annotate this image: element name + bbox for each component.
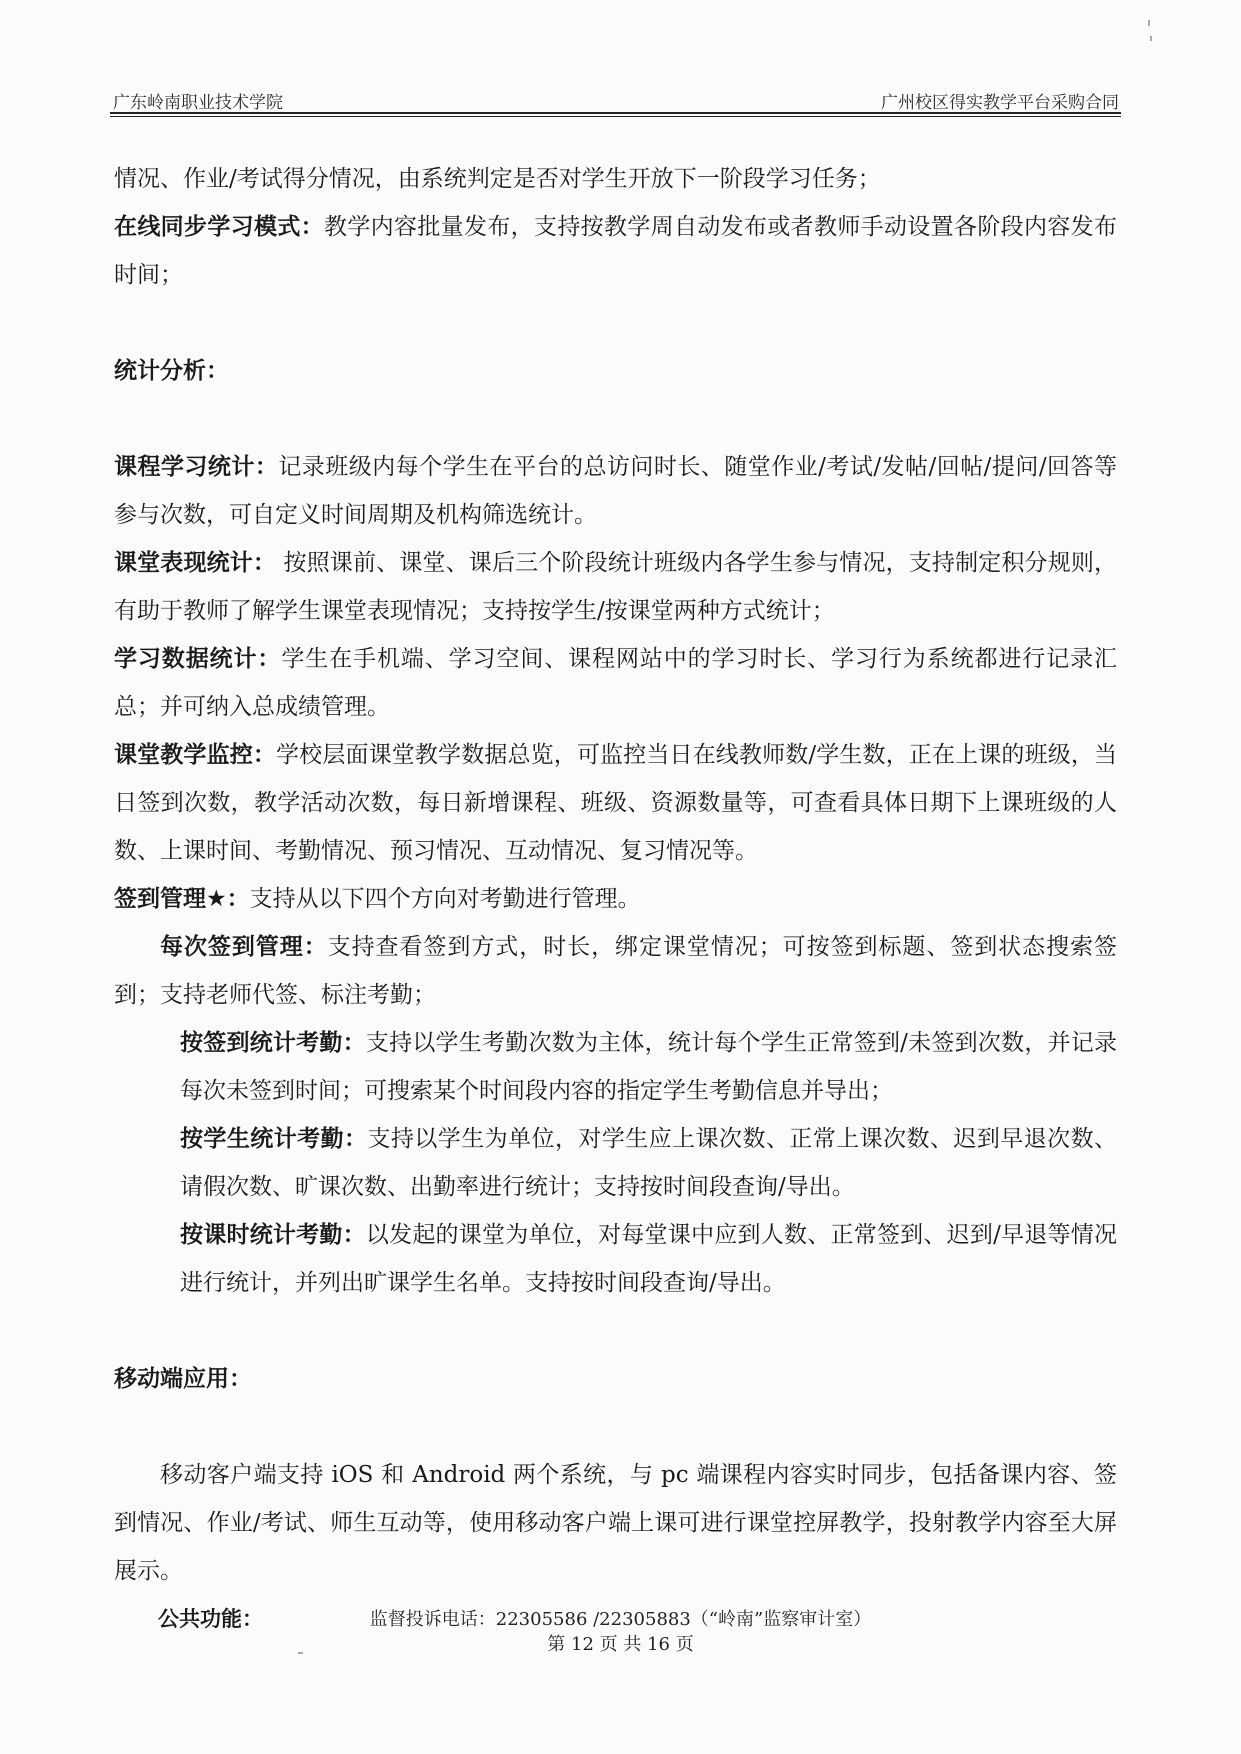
paragraph: 课堂表现统计： 按照课前、课堂、课后三个阶段统计班级内各学生参与情况，支持制定积分规则，有助于教师了解学生课堂表现情况；支持按学生/按课堂两种方式统计； — [114, 550, 1118, 624]
scan-speck — [298, 1652, 303, 1654]
header-left: 广东岭南职业技术学院 — [113, 93, 283, 113]
term-label: 按课时统计考勤： — [180, 1222, 366, 1248]
paragraph: 课堂教学监控：学校层面课堂教学数据总览，可监控当日在线教师数/学生数，正在上课的班级，当日签到次数，教学活动次数，每日新增课程、班级、资源数量等，可查看具体日期下上课班级的人数、上课时间、考勤情况、预习情况、互动情况、复习情况等。 — [114, 742, 1118, 864]
scan-speck — [1150, 36, 1152, 41]
header-rule — [110, 112, 1121, 114]
term-label: 课程学习统计： — [114, 454, 279, 480]
term-label: 每次签到管理： — [160, 934, 328, 960]
section-heading-stats: 统计分析： — [114, 358, 229, 384]
term-label: 签到管理★： — [114, 886, 250, 912]
section-heading-public: 公共功能： — [158, 1607, 263, 1631]
term-label: 课堂表现统计： — [114, 550, 277, 576]
paragraph: 签到管理★：支持从以下四个方向对考勤进行管理。 — [114, 886, 641, 912]
section-heading-mobile: 移动端应用： — [114, 1366, 252, 1392]
paragraph: 按签到统计考勤：支持以学生考勤次数为主体，统计每个学生正常签到/未签到次数，并记录每次未签到时间；可搜索某个时间段内容的指定学生考勤信息并导出； — [180, 1030, 1118, 1104]
paragraph: 按学生统计考勤：支持以学生为单位，对学生应上课次数、正常上课次数、迟到早退次数、请假次数、旷课次数、出勤率进行统计；支持按时间段查询/导出。 — [180, 1126, 1118, 1200]
body-content — [114, 155, 1117, 1643]
scan-speck — [1148, 20, 1150, 26]
header-rule-thin — [110, 116, 1121, 117]
term-label: 课堂教学监控： — [114, 742, 277, 768]
paragraph: 情况、作业/考试得分情况，由系统判定是否对学生开放下一阶段学习任务； — [114, 166, 881, 192]
term-label: 学习数据统计： — [114, 646, 282, 672]
page-number: 第 12 页 共 16 页 — [547, 1634, 694, 1655]
paragraph: 学习数据统计：学生在手机端、学习空间、课程网站中的学习时长、学习行为系统都进行记录汇总；并可纳入总成绩管理。 — [114, 646, 1118, 720]
paragraph: 按课时统计考勤：以发起的课堂为单位，对每堂课中应到人数、正常签到、迟到/早退等情况进行统计，并列出旷课学生名单。支持按时间段查询/导出。 — [180, 1222, 1118, 1296]
term-label: 按签到统计考勤： — [180, 1030, 366, 1056]
header-right: 广州校区得实教学平台采购合同 — [881, 93, 1119, 113]
paragraph: 在线同步学习模式：教学内容批量发布，支持按教学周自动发布或者教师手动设置各阶段内容发布时间； — [114, 214, 1118, 288]
term-label: 在线同步学习模式： — [114, 214, 324, 240]
term-label: 按学生统计考勤： — [180, 1126, 368, 1152]
paragraph: 每次签到管理：支持查看签到方式，时长，绑定课堂情况；可按签到标题、签到状态搜索签到；支持老师代签、标注考勤； — [114, 934, 1118, 1008]
paragraph: 移动客户端支持 iOS 和 Android 两个系统，与 pc 端课程内容实时同步，包括备课内容、签到情况、作业/考试、师生互动等，使用移动客户端上课可进行课堂控屏教学，投射教学内容至大屏展示。 — [114, 1462, 1117, 1584]
footer-contact: 监督投诉电话：22305586 /22305883（“岭南”监察审计室） — [369, 1609, 872, 1630]
paragraph: 课程学习统计：记录班级内每个学生在平台的总访问时长、随堂作业/考试/发帖/回帖/提问/回答等参与次数，可自定义时间周期及机构筛选统计。 — [114, 454, 1118, 528]
